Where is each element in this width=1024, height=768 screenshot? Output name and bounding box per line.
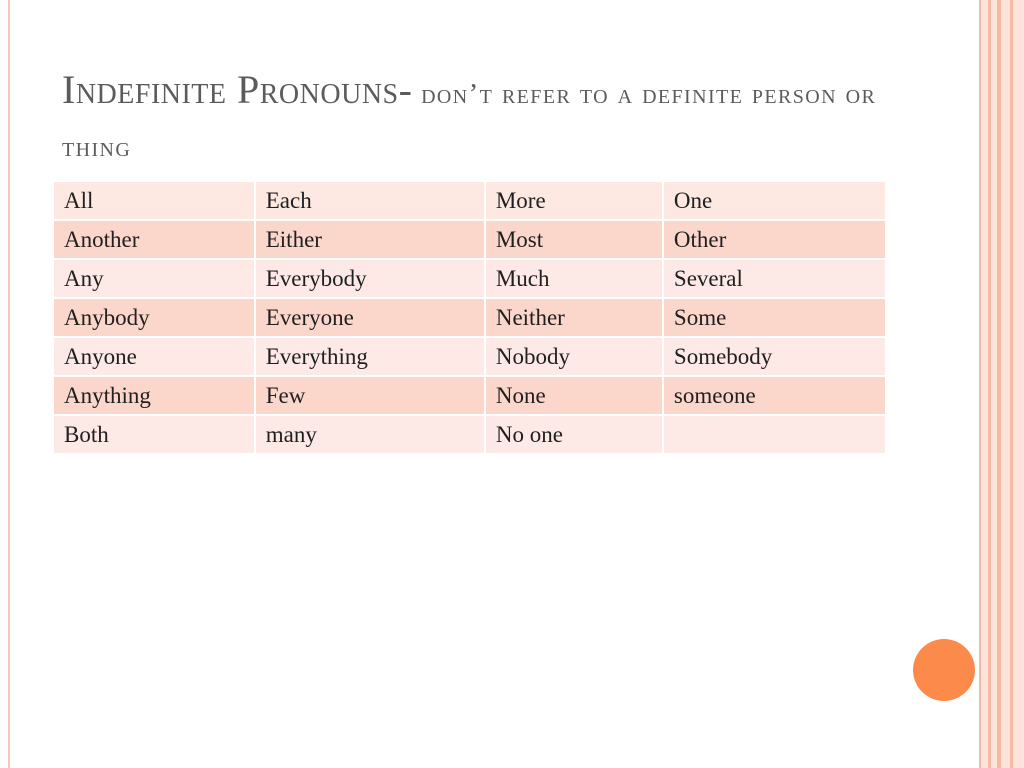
table-cell: Somebody	[663, 337, 886, 376]
table-cell: Anyone	[53, 337, 255, 376]
pronoun-table	[52, 180, 887, 455]
table-cell: None	[485, 376, 663, 415]
table-cell: Any	[53, 259, 255, 298]
table-row	[53, 298, 886, 337]
table-cell: Anybody	[53, 298, 255, 337]
decor-stripe	[1013, 0, 1024, 768]
table-cell: many	[255, 415, 485, 454]
table-cell: Each	[255, 181, 485, 220]
table-cell: Neither	[485, 298, 663, 337]
orange-circle-decoration	[913, 639, 975, 701]
table-cell: Everybody	[255, 259, 485, 298]
table-cell: Other	[663, 220, 886, 259]
table-cell: Few	[255, 376, 485, 415]
table-cell: No one	[485, 415, 663, 454]
table-cell: Everything	[255, 337, 485, 376]
table-cell: Much	[485, 259, 663, 298]
table-cell: More	[485, 181, 663, 220]
table-cell: someone	[663, 376, 886, 415]
table-row	[53, 259, 886, 298]
decor-stripe	[981, 0, 988, 768]
table-cell: Either	[255, 220, 485, 259]
left-border	[8, 0, 10, 768]
table-cell	[663, 415, 886, 454]
table-row	[53, 415, 886, 454]
slide-title	[62, 66, 942, 176]
table-cell: Some	[663, 298, 886, 337]
table-cell: Most	[485, 220, 663, 259]
table-row	[53, 376, 886, 415]
table-row	[53, 337, 886, 376]
table-cell: Everyone	[255, 298, 485, 337]
table-row	[53, 220, 886, 259]
title-main: Indefinite Pronouns-	[62, 67, 413, 112]
table-cell: All	[53, 181, 255, 220]
table-cell: Nobody	[485, 337, 663, 376]
table-cell: Several	[663, 259, 886, 298]
table-cell: Another	[53, 220, 255, 259]
table-cell: Anything	[53, 376, 255, 415]
table-row	[53, 181, 886, 220]
table-cell: Both	[53, 415, 255, 454]
title-subtitle: don’t refer to a definite person or thing	[62, 78, 877, 163]
decor-stripe	[1001, 0, 1010, 768]
table-cell: One	[663, 181, 886, 220]
